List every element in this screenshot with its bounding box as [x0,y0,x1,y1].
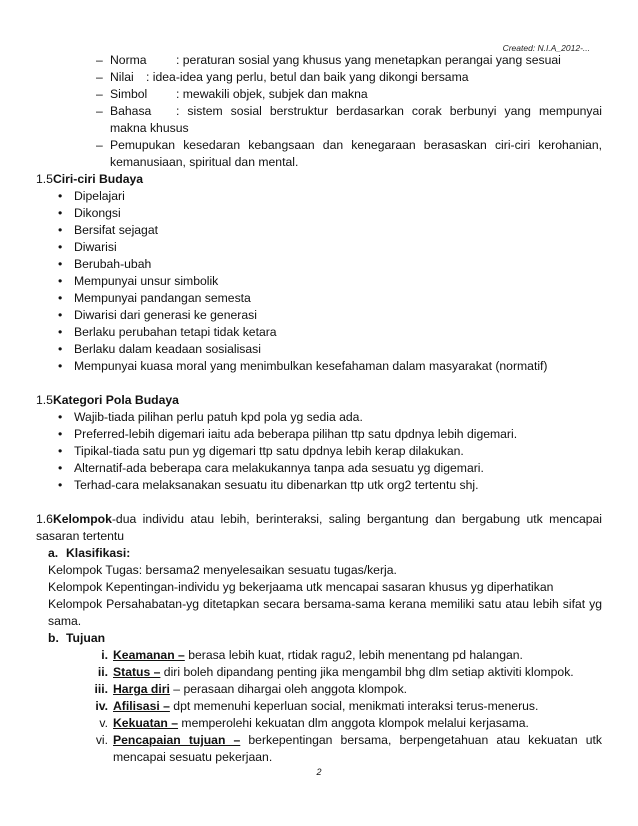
list-item [54,443,602,460]
definition-term: Simbol [110,87,148,101]
tujuan-list [36,647,602,766]
list-item-text: Mempunyai unsur simbolik [74,274,219,288]
tujuan-text: berasa lebih kuat, rtidak ragu2, lebih menentang pd halangan. [184,648,523,662]
bullet-marker: • [58,274,63,288]
definition-item [96,52,602,69]
tujuan-keyword: Keamanan – [113,648,185,662]
definition-item [96,69,602,86]
list-item [54,205,602,222]
tujuan-item [84,715,602,732]
definition-text: : mewakili objek, subjek dan makna [176,87,368,101]
page-number: 2 [316,767,322,777]
section-title: Ciri-ciri Budaya [52,172,144,186]
section-heading-ciri-budaya [36,171,602,188]
list-item-text: Terhad-cara melaksanakan sesuatu itu dibenarkan ttp utk org2 tertentu shj. [74,478,479,492]
list-item [54,222,602,239]
definition-text: : peraturan sosial yang khusus yang menetapkan perangai yang sesuai [176,53,561,67]
klasifikasi-line: Kelompok Tugas: bersama2 menyelesaikan sesuatu tugas/kerja. [48,563,397,577]
tujuan-item [84,698,602,715]
tujuan-keyword: Harga diri [113,682,170,696]
sub-marker: a. [48,546,59,560]
list-item-text: Wajib-tiada pilihan perlu patuh kpd pola yg sedia ada. [74,410,363,424]
bullet-marker: • [58,410,63,424]
klasifikasi-heading [36,545,602,562]
list-item [54,341,602,358]
list-item-text: Dikongsi [74,206,121,220]
list-item-text: Tipikal-tiada satu pun yg digemari ttp satu dpdnya lebih kerap dilakukan. [74,444,464,458]
kelompok-paragraph [36,511,602,545]
roman-marker: v. [99,716,108,730]
list-item-text: Mempunyai pandangan semesta [74,291,251,305]
list-item-text: Berubah-ubah [74,257,152,271]
dash-marker: – [96,70,103,84]
kelompok-definition: -dua individu atau lebih, berinteraksi, saling bergantung dan bergabung utk mencapai sasaran tertentu [36,512,602,543]
bullet-marker: • [58,325,63,339]
list-item-text: Preferred-lebih digemari iaitu ada beberapa pilihan ttp satu dpdnya lebih digemari. [74,427,518,441]
section-heading-kategori [36,392,602,409]
document-body [36,52,602,766]
bullet-marker: • [58,444,63,458]
bullet-marker: • [58,291,63,305]
tujuan-text: berkepentingan bersama, berpengetahuan atau kekuatan utk mencapai sesuatu pekerjaan. [113,733,602,764]
tujuan-item [84,664,602,681]
list-item [54,324,602,341]
section-number: 1.5 [36,393,53,407]
definition-term: Bahasa [110,104,152,118]
dash-marker: – [96,138,103,152]
bullet-marker: • [58,359,63,373]
definition-list [36,52,602,171]
ciri-budaya-list [36,188,602,375]
definition-term: Nilai [110,70,134,84]
tujuan-heading [36,630,602,647]
list-item-text: Berlaku perubahan tetapi tidak ketara [74,325,277,339]
bullet-marker: • [58,257,63,271]
list-item [54,307,602,324]
list-item-text: Alternatif-ada beberapa cara melakukannya tanpa ada sesuatu yg digemari. [74,461,484,475]
definition-term: Norma [110,53,147,67]
tujuan-item [84,681,602,698]
section-number: 1.5 [36,172,53,186]
sub-marker: b. [48,631,59,645]
list-item-text: Diwarisi [74,240,117,254]
bullet-marker: • [58,206,63,220]
list-item [54,477,602,494]
bullet-marker: • [58,189,63,203]
list-item [54,273,602,290]
definition-item [96,137,602,171]
list-item [54,188,602,205]
list-item-text: Dipelajari [74,189,125,203]
sub-title: Tujuan [66,631,106,645]
tujuan-item [84,647,602,664]
tujuan-text: diri boleh dipandang penting jika mengambil bhg dlm setiap aktiviti klompok. [160,665,574,679]
definition-text: : sistem sosial berstruktur berdasarkan corak berbunyi yang mempunyai makna khusus [110,104,602,135]
tujuan-text: dpt memenuhi keperluan social, menikmati interaksi terus-menerus. [169,699,539,713]
tujuan-text: memperolehi kekuatan dlm anggota klompok melalui kerjasama. [178,716,529,730]
list-item [54,256,602,273]
list-item [54,290,602,307]
bullet-marker: • [58,478,63,492]
bullet-marker: • [58,461,63,475]
list-item-text: Mempunyai kuasa moral yang menimbulkan kesefahaman dalam masyarakat (normatif) [74,359,548,373]
bullet-marker: • [58,308,63,322]
bullet-marker: • [58,342,63,356]
tujuan-keyword: Afilisasi – [113,699,170,713]
roman-marker: i. [101,648,108,662]
definition-item [96,103,602,137]
kelompok-term: Kelompok [52,512,112,526]
list-item [54,239,602,256]
definition-item [96,86,602,103]
list-item-text: Berlaku dalam keadaan sosialisasi [74,342,261,356]
tujuan-keyword: Pencapaian tujuan – [113,733,241,747]
tujuan-text: – perasaan dihargai oleh anggota klompok. [169,682,408,696]
definition-text: Pemupukan kesedaran kebangsaan dan kenegaraan berasaskan ciri-ciri kerohanian, kemanusiaan, spiritual dan mental. [110,138,602,169]
roman-marker: vi. [95,733,108,747]
bullet-marker: • [58,240,63,254]
tujuan-keyword: Status – [113,665,161,679]
roman-marker: ii. [97,665,108,679]
klasifikasi-line: Kelompok Persahabatan-yg ditetapkan secara bersama-sama kerana memiliki satu atau lebih sifat yg sama. [48,597,602,628]
header-note: Created: N.I.A_2012-... [502,43,590,53]
definition-text: : idea-idea yang perlu, betul dan baik yang dikongi bersama [146,70,469,84]
section-title: Kategori Pola Budaya [52,393,179,407]
list-item [54,358,602,375]
section-number: 1.6 [36,512,53,526]
list-item-text: Diwarisi dari generasi ke generasi [74,308,257,322]
roman-marker: iii. [94,682,108,696]
spacer [36,375,602,392]
roman-marker: iv. [95,699,108,713]
klasifikasi-line: Kelompok Kepentingan-individu yg bekerjaama utk mencapai sasaran khusus yg diperhatikan [48,580,554,594]
kategori-list [36,409,602,494]
list-item [54,409,602,426]
bullet-marker: • [58,223,63,237]
dash-marker: – [96,87,103,101]
dash-marker: – [96,104,103,118]
list-item-text: Bersifat sejagat [74,223,159,237]
tujuan-keyword: Kekuatan – [113,716,179,730]
spacer [36,494,602,511]
list-item [54,426,602,443]
list-item [54,460,602,477]
bullet-marker: • [58,427,63,441]
dash-marker: – [96,53,103,67]
sub-title: Klasifikasi: [66,546,131,560]
tujuan-item [84,732,602,766]
